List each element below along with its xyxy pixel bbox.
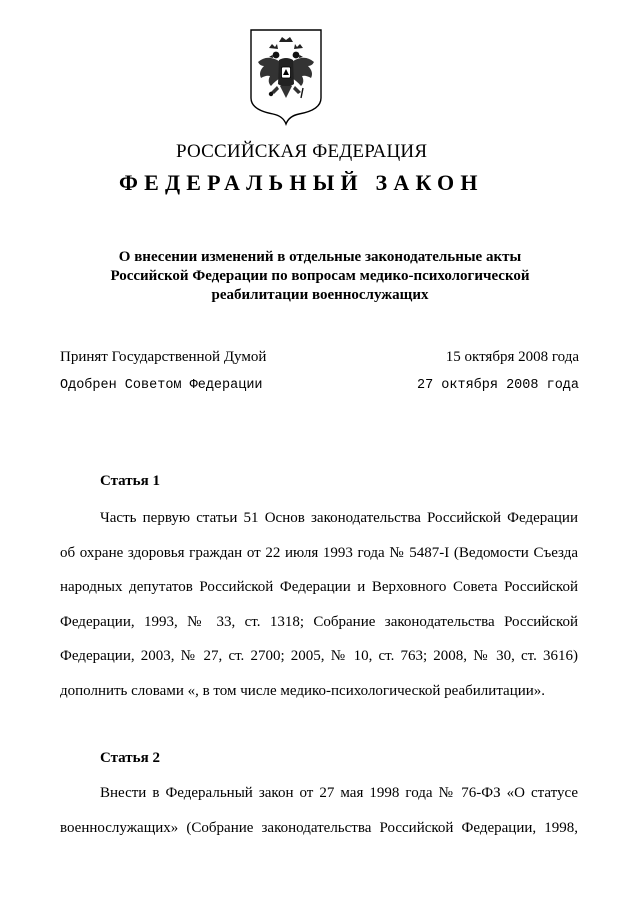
law-title-line: реабилитации военнослужащих (211, 287, 429, 303)
duma-adoption-label: Принят Государственной Думой (60, 349, 267, 365)
council-approval-label: Одобрен Советом Федерации (60, 378, 263, 393)
article-2-text (60, 783, 578, 852)
article-1-line: об охране здоровья граждан от 22 июля 1993 года № 5487-I (Ведомости Съезда (60, 544, 578, 561)
article-1-text (60, 508, 578, 715)
article-1-line: Часть первую статьи 51 Основ законодательства Российской Федерации (100, 510, 578, 526)
article-2-line: военнослужащих» (Собрание законодательства Российской Федерации, 1998, (60, 819, 578, 836)
council-approval-row (60, 378, 579, 393)
article-1-line: Федерации, 1993, № 33, ст. 1318; Собрание законодательства Российской (60, 613, 578, 630)
law-type-heading: ФЕДЕРАЛЬНЫЙ ЗАКОН (119, 170, 484, 195)
law-title-line: О внесении изменений в отдельные законодательные акты (118, 249, 522, 265)
council-approval-date: 27 октября 2008 года (416, 378, 579, 393)
article-2-line: Внести в Федеральный закон от 27 мая 1998 года № 76-ФЗ «О статусе (100, 785, 578, 801)
article-1-line: Федерации, 2003, № 27, ст. 2700; 2005, № 10, ст. 763; 2008, № 30, ст. 3616) (60, 648, 578, 664)
article-1-heading: Статья 1 (100, 473, 160, 489)
duma-adoption-row (60, 349, 579, 366)
country-name: РОССИЙСКАЯ ФЕДЕРАЦИЯ (176, 141, 428, 162)
coat-of-arms-of-russia-icon (249, 28, 323, 126)
law-title (60, 248, 580, 305)
duma-adoption-date: 15 октября 2008 года (445, 349, 579, 365)
article-2-heading: Статья 2 (100, 750, 160, 766)
article-1-line: народных депутатов Российской Федерации и Верховного Совета Российской (60, 579, 578, 595)
law-title-line: Российской Федерации по вопросам медико-психологической (110, 268, 530, 284)
article-1-line: дополнить словами «, в том числе медико-психологической реабилитации». (60, 682, 546, 699)
